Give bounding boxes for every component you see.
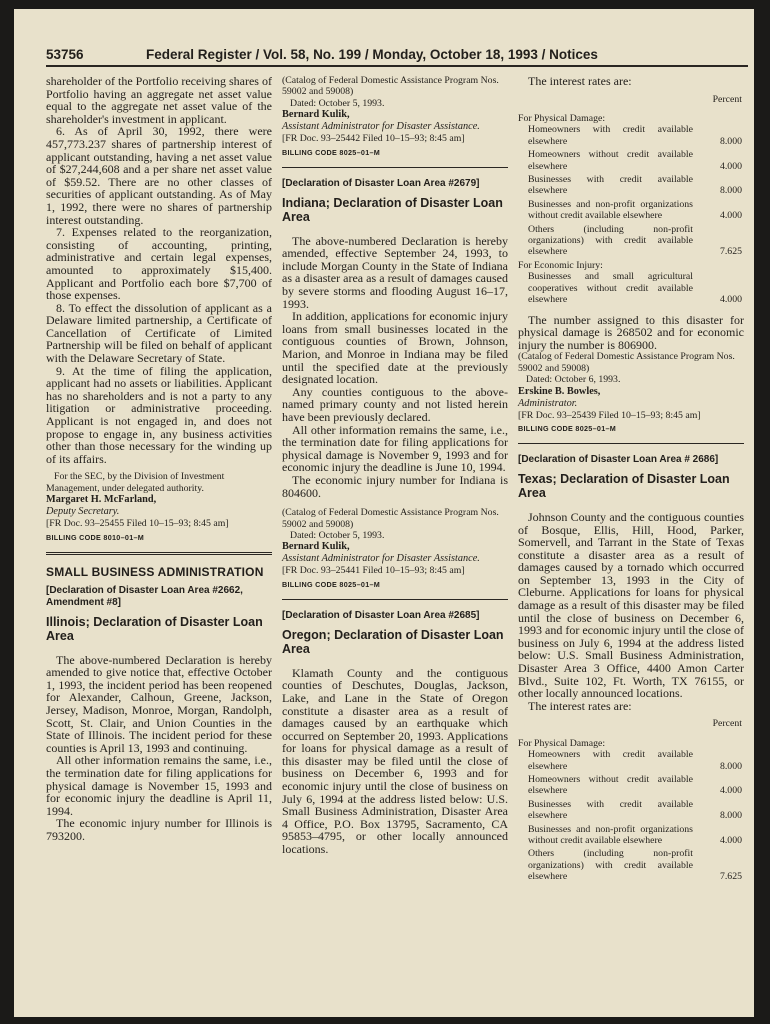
notice-heading: Texas; Declaration of Disaster Loan Area bbox=[518, 471, 730, 501]
signer-name: Bernard Kulik, bbox=[282, 541, 350, 553]
billing-code: BILLING CODE 8025–01–M bbox=[282, 147, 381, 157]
signer-title: Assistant Administrator for Disaster Assistance. bbox=[282, 553, 480, 565]
paragraph: The economic injury number for Illinois is 793200. bbox=[46, 816, 272, 843]
signer-name: Erskine B. Bowles, bbox=[518, 385, 601, 397]
fr-doc-line: [FR Doc. 93–25455 Filed 10–15–93; 8:45 am] bbox=[46, 518, 229, 530]
agency-heading: SMALL BUSINESS ADMINISTRATION bbox=[46, 564, 264, 579]
fr-doc-line: [FR Doc. 93–25441 Filed 10–15–93; 8:45 am] bbox=[282, 565, 465, 577]
section-divider bbox=[282, 167, 508, 168]
interest-rates-table bbox=[518, 718, 742, 882]
rate-value: 4.000 bbox=[719, 294, 742, 306]
rate-value: 7.625 bbox=[719, 246, 742, 258]
catalog-line: (Catalog of Federal Domestic Assistance Program Nos. 59002 and 59008) bbox=[282, 507, 499, 530]
rate-label: Businesses with credit available elsewhere bbox=[528, 798, 693, 822]
rate-row bbox=[518, 174, 742, 197]
dated-line: Dated: October 6, 1993. bbox=[526, 374, 621, 386]
header-rule bbox=[46, 65, 748, 67]
rate-label: Businesses with credit available elsewhere bbox=[528, 174, 693, 197]
rate-label: Homeowners with credit available elsewhere bbox=[528, 124, 693, 147]
fr-doc-line: [FR Doc. 93–25439 Filed 10–15–93; 8:45 am] bbox=[518, 409, 701, 421]
physical-damage-label: For Physical Damage: bbox=[518, 737, 606, 749]
paragraph: All other information remains the same, i.e., the termination date for filing applications for physical damage is November 15, 1993 and for economic injury the deadline is April 11, 1994. bbox=[46, 753, 272, 818]
for-sec-line: For the SEC, by the Division of Investment Management, under delegated authority. bbox=[46, 471, 225, 494]
signer-name: Margaret H. McFarland, bbox=[46, 494, 157, 506]
rate-row bbox=[518, 271, 742, 305]
rate-label: Homeowners without credit available elsewhere bbox=[528, 149, 693, 172]
declaration-area-line: [Declaration of Disaster Loan Area #2662, Amendment #8] bbox=[46, 584, 243, 608]
fr-doc-line: [FR Doc. 93–25442 Filed 10–15–93; 8:45 am] bbox=[282, 133, 465, 145]
paragraph: 6. As of April 30, 1992, there were 457,773.237 shares of partnership interest of applicant outstanding, having a net asset value of $27,244,608 and a per share net asset value of $59.52. There are no other classes of securities of applicant outstanding. As of May 1, 1992, there were no shares of partnership interest outstanding. bbox=[46, 124, 272, 227]
rate-label: Homeowners with credit available elsewhere bbox=[528, 749, 693, 772]
rates-intro: The interest rates are: bbox=[528, 74, 632, 88]
texas-notice-body bbox=[518, 511, 744, 713]
rate-value: 8.000 bbox=[719, 185, 742, 197]
rate-row bbox=[518, 824, 742, 847]
rate-value: 7.625 bbox=[719, 871, 742, 883]
declaration-area-line: [Declaration of Disaster Loan Area #2679] bbox=[282, 177, 480, 189]
rate-row bbox=[518, 774, 742, 797]
rate-label: Businesses and small agricultural cooperatives without credit available elsewhere bbox=[528, 271, 693, 306]
document-page bbox=[14, 9, 754, 1017]
rate-label: Others (including non-profit organizations) with credit available elsewhere bbox=[528, 848, 693, 883]
rate-row bbox=[518, 799, 742, 822]
rate-label: Others (including non-profit organizations) with credit available elsewhere bbox=[528, 223, 693, 258]
dated-line: Dated: October 5, 1993. bbox=[290, 529, 385, 541]
rates-intro: The interest rates are: bbox=[528, 698, 632, 713]
paragraph: The economic injury number for Indiana is 804600. bbox=[282, 472, 508, 500]
rate-row bbox=[518, 124, 742, 147]
paragraph: Klamath County and the contiguous counties of Deschutes, Douglas, Jackson, Lake, and Lane in the State of Oregon constitute a disaster area as a result of damages caused by an earthquake which occurred on September 20, 1993. Applications for loans for physical damage as a result of this disaster may be filed until the close of business on December 6, 1993 and for economic injury until the close of business on July 6, 1994 at the address listed below: U.S. Small Business Administration, Disaster Area 4 Office, P.O. Box 13795, Sacramento, CA 95853–4795, or other locally announced locations. bbox=[282, 665, 508, 857]
section-divider bbox=[518, 443, 744, 444]
section-divider bbox=[282, 599, 508, 600]
column-3 bbox=[518, 75, 744, 885]
catalog-line: (Catalog of Federal Domestic Assistance Program Nos. 59002 and 59008) bbox=[282, 75, 499, 98]
paragraph: shareholder of the Portfolio receiving shares of Portfolio having an aggregate net asset value equal to the aggregate net asset value of the shareholder's investment in applicant. bbox=[46, 74, 272, 126]
notice-heading: Oregon; Declaration of Disaster Loan Area bbox=[282, 627, 504, 657]
percent-header: Percent bbox=[712, 93, 742, 105]
billing-code: BILLING CODE 8010–01–M bbox=[46, 532, 145, 542]
indiana-notice-body bbox=[282, 235, 508, 499]
paragraph: Johnson County and the contiguous counties of Bosque, Ellis, Hill, Hood, Parker, Somervell, and Tarrant in the State of Texas constitute a disaster area as a result of damages caused by a tornado which occurred on September 13, 1993 in the City of Cleburne. Applications for loans for physical damage as a result of this disaster may be filed until the close of business on December 6, 1993 and for economic injury until the close of business on July 6, 1994 at the address listed below: U.S. Small Business Administration, Disaster Area 3 Office, 4400 Amon Carter Blvd., Suite 102, Ft. Worth, TX 76155, or other locally announced locations. bbox=[518, 509, 744, 701]
rate-row bbox=[518, 199, 742, 222]
notice-heading: Illinois; Declaration of Disaster Loan Area bbox=[46, 614, 263, 644]
notice-heading: Indiana; Declaration of Disaster Loan Area bbox=[282, 195, 503, 225]
economic-injury-label: For Economic Injury: bbox=[518, 259, 603, 271]
signer-title: Deputy Secretary. bbox=[46, 506, 120, 518]
paragraph: In addition, applications for economic injury loans from small businesses located in the contiguous counties of Brown, Johnson, Marion, and Monroe in Indiana may be filed until the specified date at the previously designated location. bbox=[282, 309, 508, 387]
physical-damage-label: For Physical Damage: bbox=[518, 113, 606, 124]
rate-row bbox=[518, 749, 742, 772]
signer-title: Administrator. bbox=[518, 397, 578, 409]
billing-code: BILLING CODE 8025–01–M bbox=[518, 423, 617, 433]
interest-rates-table bbox=[518, 94, 742, 306]
column-1 bbox=[46, 75, 272, 843]
section-divider bbox=[46, 552, 272, 555]
paragraph: Any counties contiguous to the above-named primary county and not listed herein have been previously declared. bbox=[282, 384, 508, 424]
oregon-notice-body bbox=[282, 667, 508, 856]
illinois-notice-body bbox=[46, 654, 272, 843]
running-title: Federal Register / Vol. 58, No. 199 / Monday, October 18, 1993 / Notices bbox=[146, 47, 598, 62]
page-number: 53756 bbox=[46, 47, 84, 62]
catalog-line: (Catalog of Federal Domestic Assistance Program Nos. 59002 and 59008) bbox=[518, 351, 735, 374]
disaster-number-paragraph bbox=[518, 314, 744, 352]
paragraph: 8. To effect the dissolution of applicant as a Delaware limited partnership, a Certificate of Cancellation of Certificate of Limited Partnership will be filed on behalf of applicant with the Delaware Secretary of State. bbox=[46, 300, 272, 366]
rate-label: Homeowners without credit available elsewhere bbox=[528, 774, 693, 797]
paragraph: 7. Expenses related to the reorganization, consisting of accounting, printing, administrative and certain legal expenses, amounted to approximately $15,400. Applicant and Portfolio each bore $7,700 of those expenses. bbox=[46, 225, 272, 303]
rate-label: Businesses and non-profit organizations without credit available elsewhere bbox=[528, 823, 693, 847]
rate-value: 4.000 bbox=[719, 785, 742, 797]
paragraph: All other information remains the same, i.e., the termination date for filing applications for physical damage is November 9, 1993 and for economic injury the deadline is June 10, 1994. bbox=[282, 422, 508, 475]
column-2 bbox=[282, 75, 508, 856]
rate-value: 8.000 bbox=[719, 135, 742, 147]
rate-label: Businesses and non-profit organizations without credit available elsewhere bbox=[528, 198, 693, 222]
rate-row bbox=[518, 224, 742, 258]
paragraph: The above-numbered Declaration is hereby amended, effective September 24, 1993, to include Morgan County in the State of Indiana as a disaster area as a result of damages caused by severe storms and flooding August 16–17, 1993. bbox=[282, 233, 508, 311]
dated-line: Dated: October 5, 1993. bbox=[290, 97, 385, 109]
rate-value: 4.000 bbox=[719, 835, 742, 847]
sec-notice-body bbox=[46, 75, 272, 465]
paragraph: The above-numbered Declaration is hereby amended to give notice that, effective October 1, 1993, the incident period has been reopened for Alexander, Calhoun, Greene, Jackson, Jersey, Madison, Monroe, Morgan, Randolph, Scott, St. Clair, and Union Counties in the State of Illinois. The incident period for these counties is April 13, 1993 and continuing. bbox=[46, 652, 272, 755]
declaration-area-line: [Declaration of Disaster Loan Area #2685] bbox=[282, 609, 480, 621]
billing-code: BILLING CODE 8025–01–M bbox=[282, 579, 381, 589]
rate-row bbox=[518, 149, 742, 172]
rate-row bbox=[518, 848, 742, 882]
page-header bbox=[46, 47, 748, 62]
paragraph: The number assigned to this disaster for physical damage is 268502 and for economic injury the number is 806900. bbox=[518, 312, 744, 352]
declaration-area-line: [Declaration of Disaster Loan Area # 2686] bbox=[518, 453, 719, 465]
rate-value: 8.000 bbox=[719, 760, 742, 772]
signer-title: Assistant Administrator for Disaster Assistance. bbox=[282, 121, 480, 133]
rate-value: 8.000 bbox=[719, 810, 742, 822]
rate-value: 4.000 bbox=[719, 160, 742, 172]
signer-name: Bernard Kulik, bbox=[282, 109, 350, 121]
paragraph: 9. At the time of filing the application, applicant had no assets or liabilities. Applicant has no shareholders and is not a party to any litigation or administrative proceeding. Applicant is not engaged in, and does not propose to engage in, any business activities other than those necessary for the winding up of its affairs. bbox=[46, 363, 272, 466]
percent-header: Percent bbox=[712, 718, 742, 730]
rate-value: 4.000 bbox=[719, 210, 742, 222]
